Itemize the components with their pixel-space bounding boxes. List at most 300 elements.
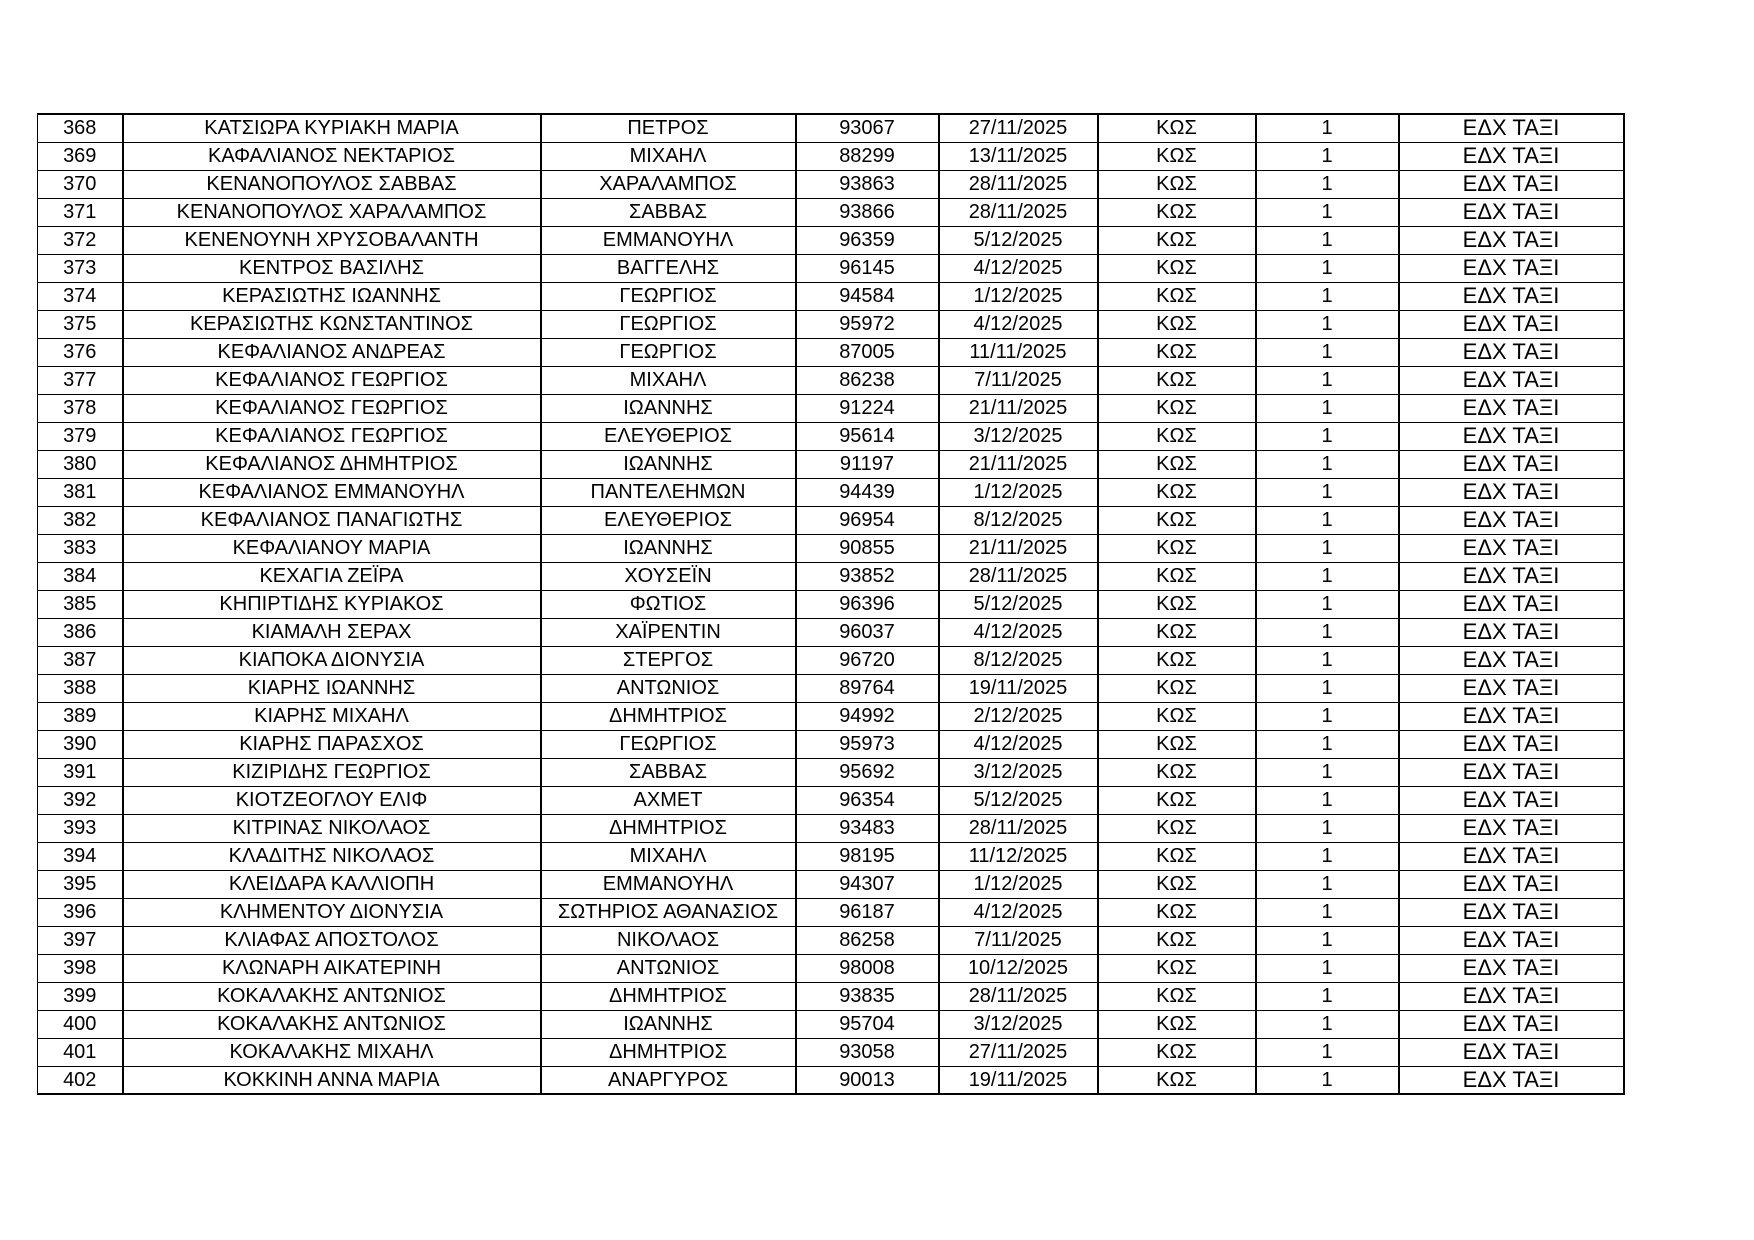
table-row [38, 422, 1624, 450]
place-cell: ΚΩΣ [1098, 730, 1256, 758]
type-cell: ΕΔΧ ΤΑΞΙ [1399, 1010, 1624, 1038]
quantity-cell: 1 [1256, 450, 1399, 478]
row-number-cell: 373 [38, 254, 123, 282]
row-number-cell: 376 [38, 338, 123, 366]
full-name-cell: ΚΕΝΤΡΟΣ ΒΑΣΙΛΗΣ [123, 254, 541, 282]
table-row [38, 366, 1624, 394]
code-cell: 87005 [796, 338, 939, 366]
row-number-cell: 399 [38, 982, 123, 1010]
father-name-cell: ΙΩΑΝΝΗΣ [541, 534, 796, 562]
table-row [38, 254, 1624, 282]
date-cell: 21/11/2025 [939, 450, 1098, 478]
place-cell: ΚΩΣ [1098, 114, 1256, 142]
date-cell: 4/12/2025 [939, 254, 1098, 282]
code-cell: 88299 [796, 142, 939, 170]
table-row [38, 590, 1624, 618]
full-name-cell: ΚΛΩΝΑΡΗ ΑΙΚΑΤΕΡΙΝΗ [123, 954, 541, 982]
type-cell: ΕΔΧ ΤΑΞΙ [1399, 786, 1624, 814]
quantity-cell: 1 [1256, 534, 1399, 562]
full-name-cell: ΚΙΑΡΗΣ ΙΩΑΝΝΗΣ [123, 674, 541, 702]
code-cell: 95704 [796, 1010, 939, 1038]
father-name-cell: ΧΑΡΑΛΑΜΠΟΣ [541, 170, 796, 198]
table-row [38, 506, 1624, 534]
type-cell: ΕΔΧ ΤΑΞΙ [1399, 534, 1624, 562]
code-cell: 96037 [796, 618, 939, 646]
type-cell: ΕΔΧ ΤΑΞΙ [1399, 478, 1624, 506]
full-name-cell: ΚΕΦΑΛΙΑΝΟΣ ΔΗΜΗΤΡΙΟΣ [123, 450, 541, 478]
type-cell: ΕΔΧ ΤΑΞΙ [1399, 814, 1624, 842]
row-number-cell: 380 [38, 450, 123, 478]
father-name-cell: ΓΕΩΡΓΙΟΣ [541, 338, 796, 366]
date-cell: 4/12/2025 [939, 618, 1098, 646]
quantity-cell: 1 [1256, 1010, 1399, 1038]
row-number-cell: 379 [38, 422, 123, 450]
table-row [38, 282, 1624, 310]
row-number-cell: 372 [38, 226, 123, 254]
table-row [38, 982, 1624, 1010]
row-number-cell: 374 [38, 282, 123, 310]
date-cell: 28/11/2025 [939, 814, 1098, 842]
date-cell: 5/12/2025 [939, 590, 1098, 618]
row-number-cell: 386 [38, 618, 123, 646]
code-cell: 96954 [796, 506, 939, 534]
code-cell: 89764 [796, 674, 939, 702]
date-cell: 1/12/2025 [939, 282, 1098, 310]
code-cell: 96720 [796, 646, 939, 674]
quantity-cell: 1 [1256, 982, 1399, 1010]
quantity-cell: 1 [1256, 170, 1399, 198]
full-name-cell: ΚΙΑΡΗΣ ΠΑΡΑΣΧΟΣ [123, 730, 541, 758]
father-name-cell: ΣΩΤΗΡΙΟΣ ΑΘΑΝΑΣΙΟΣ [541, 898, 796, 926]
place-cell: ΚΩΣ [1098, 142, 1256, 170]
date-cell: 19/11/2025 [939, 1066, 1098, 1094]
type-cell: ΕΔΧ ΤΑΞΙ [1399, 842, 1624, 870]
full-name-cell: ΚΛΙΑΦΑΣ ΑΠΟΣΤΟΛΟΣ [123, 926, 541, 954]
father-name-cell: ΓΕΩΡΓΙΟΣ [541, 282, 796, 310]
quantity-cell: 1 [1256, 338, 1399, 366]
table-row [38, 1066, 1624, 1094]
date-cell: 8/12/2025 [939, 506, 1098, 534]
quantity-cell: 1 [1256, 814, 1399, 842]
table-row [38, 142, 1624, 170]
full-name-cell: ΚΙΑΜΑΛΗ ΣΕΡΑΧ [123, 618, 541, 646]
full-name-cell: ΚΕΦΑΛΙΑΝΟΣ ΓΕΩΡΓΙΟΣ [123, 422, 541, 450]
full-name-cell: ΚΟΚΑΛΑΚΗΣ ΑΝΤΩΝΙΟΣ [123, 982, 541, 1010]
table-row [38, 814, 1624, 842]
table-row [38, 562, 1624, 590]
row-number-cell: 396 [38, 898, 123, 926]
code-cell: 96359 [796, 226, 939, 254]
code-cell: 98008 [796, 954, 939, 982]
father-name-cell: ΙΩΑΝΝΗΣ [541, 394, 796, 422]
row-number-cell: 392 [38, 786, 123, 814]
quantity-cell: 1 [1256, 646, 1399, 674]
father-name-cell: ΜΙΧΑΗΛ [541, 842, 796, 870]
date-cell: 27/11/2025 [939, 114, 1098, 142]
quantity-cell: 1 [1256, 282, 1399, 310]
type-cell: ΕΔΧ ΤΑΞΙ [1399, 618, 1624, 646]
row-number-cell: 378 [38, 394, 123, 422]
place-cell: ΚΩΣ [1098, 198, 1256, 226]
place-cell: ΚΩΣ [1098, 254, 1256, 282]
type-cell: ΕΔΧ ΤΑΞΙ [1399, 562, 1624, 590]
quantity-cell: 1 [1256, 1038, 1399, 1066]
code-cell: 94992 [796, 702, 939, 730]
date-cell: 3/12/2025 [939, 1010, 1098, 1038]
father-name-cell: ΑΝΤΩΝΙΟΣ [541, 674, 796, 702]
place-cell: ΚΩΣ [1098, 1038, 1256, 1066]
type-cell: ΕΔΧ ΤΑΞΙ [1399, 226, 1624, 254]
quantity-cell: 1 [1256, 702, 1399, 730]
code-cell: 96354 [796, 786, 939, 814]
quantity-cell: 1 [1256, 730, 1399, 758]
code-cell: 93483 [796, 814, 939, 842]
row-number-cell: 395 [38, 870, 123, 898]
place-cell: ΚΩΣ [1098, 786, 1256, 814]
date-cell: 28/11/2025 [939, 198, 1098, 226]
father-name-cell: ΔΗΜΗΤΡΙΟΣ [541, 1038, 796, 1066]
father-name-cell: ΓΕΩΡΓΙΟΣ [541, 310, 796, 338]
father-name-cell: ΧΟΥΣΕΪΝ [541, 562, 796, 590]
place-cell: ΚΩΣ [1098, 702, 1256, 730]
full-name-cell: ΚΟΚΑΛΑΚΗΣ ΑΝΤΩΝΙΟΣ [123, 1010, 541, 1038]
father-name-cell: ΓΕΩΡΓΙΟΣ [541, 730, 796, 758]
full-name-cell: ΚΙΖΙΡΙΔΗΣ ΓΕΩΡΓΙΟΣ [123, 758, 541, 786]
date-cell: 4/12/2025 [939, 898, 1098, 926]
type-cell: ΕΔΧ ΤΑΞΙ [1399, 730, 1624, 758]
place-cell: ΚΩΣ [1098, 450, 1256, 478]
father-name-cell: ΕΛΕΥΘΕΡΙΟΣ [541, 422, 796, 450]
place-cell: ΚΩΣ [1098, 842, 1256, 870]
place-cell: ΚΩΣ [1098, 1066, 1256, 1094]
type-cell: ΕΔΧ ΤΑΞΙ [1399, 506, 1624, 534]
table-body [38, 114, 1624, 1094]
code-cell: 94307 [796, 870, 939, 898]
table-row [38, 702, 1624, 730]
table-row [38, 954, 1624, 982]
code-cell: 95614 [796, 422, 939, 450]
row-number-cell: 401 [38, 1038, 123, 1066]
type-cell: ΕΔΧ ΤΑΞΙ [1399, 1066, 1624, 1094]
place-cell: ΚΩΣ [1098, 870, 1256, 898]
quantity-cell: 1 [1256, 114, 1399, 142]
row-number-cell: 397 [38, 926, 123, 954]
father-name-cell: ΣΑΒΒΑΣ [541, 198, 796, 226]
date-cell: 19/11/2025 [939, 674, 1098, 702]
code-cell: 93835 [796, 982, 939, 1010]
quantity-cell: 1 [1256, 478, 1399, 506]
type-cell: ΕΔΧ ΤΑΞΙ [1399, 310, 1624, 338]
table-row [38, 618, 1624, 646]
father-name-cell: ΔΗΜΗΤΡΙΟΣ [541, 982, 796, 1010]
full-name-cell: ΚΕΦΑΛΙΑΝΟΣ ΠΑΝΑΓΙΩΤΗΣ [123, 506, 541, 534]
father-name-cell: ΜΙΧΑΗΛ [541, 142, 796, 170]
quantity-cell: 1 [1256, 590, 1399, 618]
father-name-cell: ΙΩΑΝΝΗΣ [541, 450, 796, 478]
date-cell: 5/12/2025 [939, 226, 1098, 254]
row-number-cell: 393 [38, 814, 123, 842]
date-cell: 3/12/2025 [939, 422, 1098, 450]
quantity-cell: 1 [1256, 870, 1399, 898]
place-cell: ΚΩΣ [1098, 478, 1256, 506]
place-cell: ΚΩΣ [1098, 954, 1256, 982]
quantity-cell: 1 [1256, 954, 1399, 982]
code-cell: 93852 [796, 562, 939, 590]
table-row [38, 1010, 1624, 1038]
place-cell: ΚΩΣ [1098, 562, 1256, 590]
row-number-cell: 377 [38, 366, 123, 394]
row-number-cell: 402 [38, 1066, 123, 1094]
row-number-cell: 369 [38, 142, 123, 170]
place-cell: ΚΩΣ [1098, 338, 1256, 366]
table-row [38, 310, 1624, 338]
place-cell: ΚΩΣ [1098, 422, 1256, 450]
date-cell: 1/12/2025 [939, 478, 1098, 506]
full-name-cell: ΚΕΝΑΝΟΠΟΥΛΟΣ ΧΑΡΑΛΑΜΠΟΣ [123, 198, 541, 226]
type-cell: ΕΔΧ ΤΑΞΙ [1399, 450, 1624, 478]
row-number-cell: 390 [38, 730, 123, 758]
table-row [38, 1038, 1624, 1066]
quantity-cell: 1 [1256, 1066, 1399, 1094]
row-number-cell: 398 [38, 954, 123, 982]
father-name-cell: ΑΝΤΩΝΙΟΣ [541, 954, 796, 982]
place-cell: ΚΩΣ [1098, 674, 1256, 702]
full-name-cell: ΚΛΗΜΕΝΤΟΥ ΔΙΟΝΥΣΙΑ [123, 898, 541, 926]
date-cell: 8/12/2025 [939, 646, 1098, 674]
full-name-cell: ΚΕΝΑΝΟΠΟΥΛΟΣ ΣΑΒΒΑΣ [123, 170, 541, 198]
full-name-cell: ΚΕΦΑΛΙΑΝΟΣ ΓΕΩΡΓΙΟΣ [123, 366, 541, 394]
type-cell: ΕΔΧ ΤΑΞΙ [1399, 394, 1624, 422]
row-number-cell: 388 [38, 674, 123, 702]
code-cell: 95972 [796, 310, 939, 338]
table-row [38, 870, 1624, 898]
quantity-cell: 1 [1256, 506, 1399, 534]
place-cell: ΚΩΣ [1098, 394, 1256, 422]
full-name-cell: ΚΙΟΤΖΕΟΓΛΟΥ ΕΛΙΦ [123, 786, 541, 814]
quantity-cell: 1 [1256, 310, 1399, 338]
quantity-cell: 1 [1256, 394, 1399, 422]
code-cell: 93863 [796, 170, 939, 198]
date-cell: 4/12/2025 [939, 310, 1098, 338]
row-number-cell: 381 [38, 478, 123, 506]
full-name-cell: ΚΕΦΑΛΙΑΝΟΣ ΓΕΩΡΓΙΟΣ [123, 394, 541, 422]
code-cell: 94584 [796, 282, 939, 310]
father-name-cell: ΕΜΜΑΝΟΥΗΛ [541, 226, 796, 254]
quantity-cell: 1 [1256, 142, 1399, 170]
table-row [38, 114, 1624, 142]
table-row [38, 926, 1624, 954]
full-name-cell: ΚΕΦΑΛΙΑΝΟΣ ΑΝΔΡΕΑΣ [123, 338, 541, 366]
row-number-cell: 383 [38, 534, 123, 562]
table-row [38, 394, 1624, 422]
place-cell: ΚΩΣ [1098, 982, 1256, 1010]
place-cell: ΚΩΣ [1098, 1010, 1256, 1038]
code-cell: 91224 [796, 394, 939, 422]
full-name-cell: ΚΑΤΣΙΩΡΑ ΚΥΡΙΑΚΗ ΜΑΡΙΑ [123, 114, 541, 142]
father-name-cell: ΦΩΤΙΟΣ [541, 590, 796, 618]
father-name-cell: ΒΑΓΓΕΛΗΣ [541, 254, 796, 282]
code-cell: 93067 [796, 114, 939, 142]
code-cell: 96145 [796, 254, 939, 282]
full-name-cell: ΚΗΠΙΡΤΙΔΗΣ ΚΥΡΙΑΚΟΣ [123, 590, 541, 618]
place-cell: ΚΩΣ [1098, 170, 1256, 198]
full-name-cell: ΚΕΧΑΓΙΑ ΖΕΪΡΑ [123, 562, 541, 590]
full-name-cell: ΚΛΕΙΔΑΡΑ ΚΑΛΛΙΟΠΗ [123, 870, 541, 898]
date-cell: 13/11/2025 [939, 142, 1098, 170]
code-cell: 86258 [796, 926, 939, 954]
code-cell: 95692 [796, 758, 939, 786]
quantity-cell: 1 [1256, 898, 1399, 926]
code-cell: 94439 [796, 478, 939, 506]
father-name-cell: ΔΗΜΗΤΡΙΟΣ [541, 814, 796, 842]
quantity-cell: 1 [1256, 366, 1399, 394]
date-cell: 21/11/2025 [939, 394, 1098, 422]
full-name-cell: ΚΟΚΑΛΑΚΗΣ ΜΙΧΑΗΛ [123, 1038, 541, 1066]
table-row [38, 226, 1624, 254]
quantity-cell: 1 [1256, 842, 1399, 870]
quantity-cell: 1 [1256, 786, 1399, 814]
type-cell: ΕΔΧ ΤΑΞΙ [1399, 870, 1624, 898]
type-cell: ΕΔΧ ΤΑΞΙ [1399, 254, 1624, 282]
table-row [38, 674, 1624, 702]
table-row [38, 646, 1624, 674]
father-name-cell: ΔΗΜΗΤΡΙΟΣ [541, 702, 796, 730]
table-row [38, 170, 1624, 198]
code-cell: 93058 [796, 1038, 939, 1066]
code-cell: 86238 [796, 366, 939, 394]
code-cell: 90013 [796, 1066, 939, 1094]
type-cell: ΕΔΧ ΤΑΞΙ [1399, 646, 1624, 674]
father-name-cell: ΠΕΤΡΟΣ [541, 114, 796, 142]
date-cell: 28/11/2025 [939, 982, 1098, 1010]
table-row [38, 786, 1624, 814]
row-number-cell: 387 [38, 646, 123, 674]
father-name-cell: ΣΤΕΡΓΟΣ [541, 646, 796, 674]
table-row [38, 898, 1624, 926]
full-name-cell: ΚΙΑΠΟΚΑ ΔΙΟΝΥΣΙΑ [123, 646, 541, 674]
full-name-cell: ΚΕΡΑΣΙΩΤΗΣ ΙΩΑΝΝΗΣ [123, 282, 541, 310]
table-row [38, 534, 1624, 562]
type-cell: ΕΔΧ ΤΑΞΙ [1399, 142, 1624, 170]
place-cell: ΚΩΣ [1098, 898, 1256, 926]
type-cell: ΕΔΧ ΤΑΞΙ [1399, 702, 1624, 730]
code-cell: 93866 [796, 198, 939, 226]
row-number-cell: 389 [38, 702, 123, 730]
row-number-cell: 382 [38, 506, 123, 534]
row-number-cell: 394 [38, 842, 123, 870]
row-number-cell: 384 [38, 562, 123, 590]
table-row [38, 842, 1624, 870]
full-name-cell: ΚΛΑΔΙΤΗΣ ΝΙΚΟΛΑΟΣ [123, 842, 541, 870]
father-name-cell: ΠΑΝΤΕΛΕΗΜΩΝ [541, 478, 796, 506]
type-cell: ΕΔΧ ΤΑΞΙ [1399, 674, 1624, 702]
place-cell: ΚΩΣ [1098, 282, 1256, 310]
place-cell: ΚΩΣ [1098, 366, 1256, 394]
full-name-cell: ΚΕΦΑΛΙΑΝΟΥ ΜΑΡΙΑ [123, 534, 541, 562]
row-number-cell: 385 [38, 590, 123, 618]
type-cell: ΕΔΧ ΤΑΞΙ [1399, 366, 1624, 394]
quantity-cell: 1 [1256, 926, 1399, 954]
full-name-cell: ΚΑΦΑΛΙΑΝΟΣ ΝΕΚΤΑΡΙΟΣ [123, 142, 541, 170]
type-cell: ΕΔΧ ΤΑΞΙ [1399, 954, 1624, 982]
place-cell: ΚΩΣ [1098, 534, 1256, 562]
place-cell: ΚΩΣ [1098, 758, 1256, 786]
full-name-cell: ΚΙΑΡΗΣ ΜΙΧΑΗΛ [123, 702, 541, 730]
place-cell: ΚΩΣ [1098, 590, 1256, 618]
father-name-cell: ΧΑΪΡΕΝΤΙΝ [541, 618, 796, 646]
place-cell: ΚΩΣ [1098, 926, 1256, 954]
place-cell: ΚΩΣ [1098, 646, 1256, 674]
place-cell: ΚΩΣ [1098, 814, 1256, 842]
father-name-cell: ΝΙΚΟΛΑΟΣ [541, 926, 796, 954]
table-row [38, 730, 1624, 758]
quantity-cell: 1 [1256, 618, 1399, 646]
table-row [38, 758, 1624, 786]
type-cell: ΕΔΧ ΤΑΞΙ [1399, 422, 1624, 450]
row-number-cell: 368 [38, 114, 123, 142]
father-name-cell: ΙΩΑΝΝΗΣ [541, 1010, 796, 1038]
place-cell: ΚΩΣ [1098, 618, 1256, 646]
type-cell: ΕΔΧ ΤΑΞΙ [1399, 982, 1624, 1010]
place-cell: ΚΩΣ [1098, 506, 1256, 534]
full-name-cell: ΚΕΦΑΛΙΑΝΟΣ ΕΜΜΑΝΟΥΗΛ [123, 478, 541, 506]
quantity-cell: 1 [1256, 562, 1399, 590]
date-cell: 7/11/2025 [939, 366, 1098, 394]
quantity-cell: 1 [1256, 422, 1399, 450]
date-cell: 5/12/2025 [939, 786, 1098, 814]
date-cell: 21/11/2025 [939, 534, 1098, 562]
row-number-cell: 370 [38, 170, 123, 198]
type-cell: ΕΔΧ ΤΑΞΙ [1399, 170, 1624, 198]
father-name-cell: ΕΜΜΑΝΟΥΗΛ [541, 870, 796, 898]
date-cell: 11/11/2025 [939, 338, 1098, 366]
type-cell: ΕΔΧ ΤΑΞΙ [1399, 926, 1624, 954]
date-cell: 27/11/2025 [939, 1038, 1098, 1066]
full-name-cell: ΚΟΚΚΙΝΗ ΑΝΝΑ ΜΑΡΙΑ [123, 1066, 541, 1094]
father-name-cell: ΑΧΜΕΤ [541, 786, 796, 814]
date-cell: 11/12/2025 [939, 842, 1098, 870]
quantity-cell: 1 [1256, 674, 1399, 702]
date-cell: 2/12/2025 [939, 702, 1098, 730]
code-cell: 96396 [796, 590, 939, 618]
row-number-cell: 400 [38, 1010, 123, 1038]
type-cell: ΕΔΧ ΤΑΞΙ [1399, 590, 1624, 618]
father-name-cell: ΑΝΑΡΓΥΡΟΣ [541, 1066, 796, 1094]
type-cell: ΕΔΧ ΤΑΞΙ [1399, 198, 1624, 226]
full-name-cell: ΚΙΤΡΙΝΑΣ ΝΙΚΟΛΑΟΣ [123, 814, 541, 842]
date-cell: 7/11/2025 [939, 926, 1098, 954]
type-cell: ΕΔΧ ΤΑΞΙ [1399, 282, 1624, 310]
code-cell: 91197 [796, 450, 939, 478]
type-cell: ΕΔΧ ΤΑΞΙ [1399, 1038, 1624, 1066]
row-number-cell: 371 [38, 198, 123, 226]
code-cell: 95973 [796, 730, 939, 758]
father-name-cell: ΜΙΧΑΗΛ [541, 366, 796, 394]
place-cell: ΚΩΣ [1098, 226, 1256, 254]
code-cell: 96187 [796, 898, 939, 926]
quantity-cell: 1 [1256, 198, 1399, 226]
date-cell: 28/11/2025 [939, 170, 1098, 198]
table-row [38, 450, 1624, 478]
quantity-cell: 1 [1256, 758, 1399, 786]
father-name-cell: ΣΑΒΒΑΣ [541, 758, 796, 786]
table-row [38, 198, 1624, 226]
type-cell: ΕΔΧ ΤΑΞΙ [1399, 338, 1624, 366]
code-cell: 98195 [796, 842, 939, 870]
row-number-cell: 375 [38, 310, 123, 338]
row-number-cell: 391 [38, 758, 123, 786]
date-cell: 10/12/2025 [939, 954, 1098, 982]
